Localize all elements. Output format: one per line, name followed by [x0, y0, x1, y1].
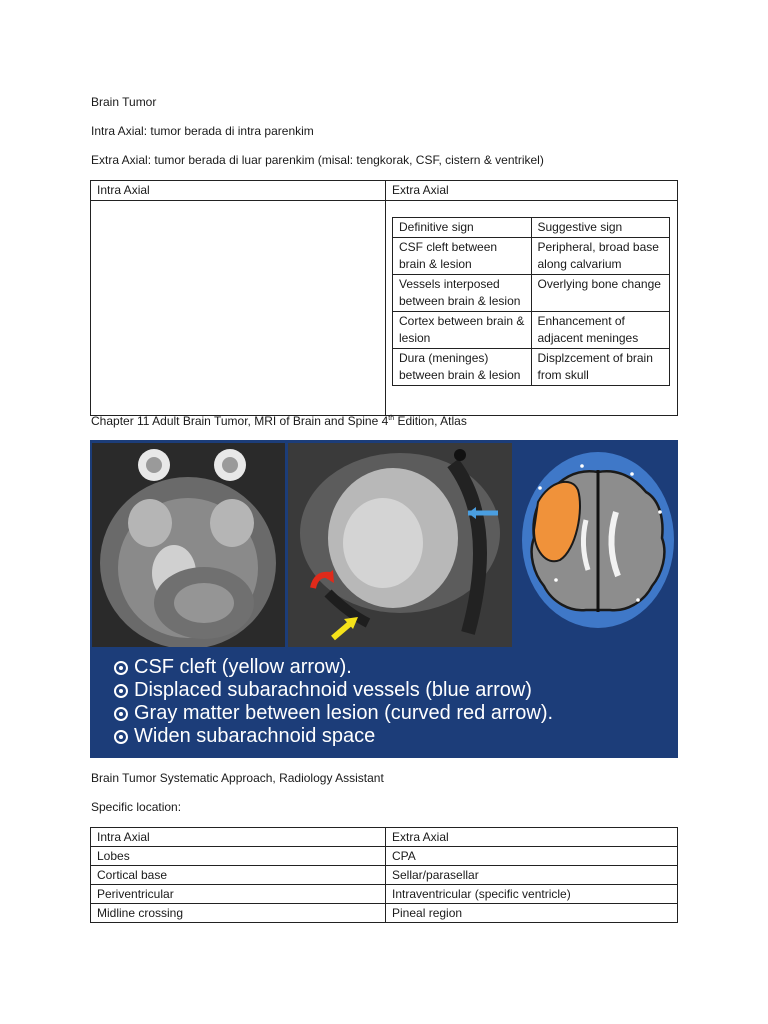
citation-text: Chapter 11 Adult Brain Tumor, MRI of Brain and Spine 4	[91, 414, 389, 428]
doc-heading: Brain Tumor	[91, 95, 157, 109]
bullet-icon	[114, 684, 128, 698]
table1-intra-cell	[91, 201, 386, 416]
table-cell: Midline crossing	[91, 904, 386, 923]
table-cell: Lobes	[91, 847, 386, 866]
table2-header-extra: Extra Axial	[386, 828, 678, 847]
axial-comparison-table	[90, 180, 678, 416]
table-row	[91, 904, 678, 923]
bullet-icon	[114, 730, 128, 744]
caption-text: Widen subarachnoid space	[134, 725, 376, 747]
definitive-sign-header: Definitive sign	[393, 218, 532, 238]
table-cell: Pineal region	[386, 904, 678, 923]
caption-text: Gray matter between lesion (curved red arrow).	[134, 702, 554, 724]
table-row	[91, 866, 678, 885]
extra-axial-signs-table	[392, 217, 670, 386]
table1-header-extra: Extra Axial	[386, 181, 678, 201]
figure-captions	[114, 656, 553, 748]
sign-cell: Displzcement of brain from skull	[531, 349, 670, 386]
table-cell: Sellar/parasellar	[386, 866, 678, 885]
table-cell: Cortical base	[91, 866, 386, 885]
caption-text: CSF cleft (yellow arrow).	[134, 656, 352, 678]
sign-cell: Peripheral, broad base along calvarium	[531, 238, 670, 275]
table-cell: Intraventricular (specific ventricle)	[386, 885, 678, 904]
intra-axial-definition: Intra Axial: tumor berada di intra parenkim	[91, 124, 314, 138]
sign-cell: CSF cleft between brain & lesion	[393, 238, 532, 275]
specific-location-table	[90, 827, 678, 923]
sign-cell: Cortex between brain & lesion	[393, 312, 532, 349]
caption-item	[114, 725, 553, 748]
table-cell: Periventricular	[91, 885, 386, 904]
table2-header-intra: Intra Axial	[91, 828, 386, 847]
table-cell: CPA	[386, 847, 678, 866]
table-row	[91, 847, 678, 866]
specific-location-label: Specific location:	[91, 800, 182, 814]
caption-item	[114, 702, 553, 725]
table-row	[91, 885, 678, 904]
caption-item	[114, 656, 553, 679]
caption-text: Displaced subarachnoid vessels (blue arrow)	[134, 679, 532, 701]
citation-text-end: Edition, Atlas	[394, 414, 467, 428]
citation-superscript: th	[388, 415, 395, 422]
sign-cell: Enhancement of adjacent meninges	[531, 312, 670, 349]
bullet-icon	[114, 707, 128, 721]
caption-item	[114, 679, 553, 702]
suggestive-sign-header: Suggestive sign	[531, 218, 670, 238]
sign-cell: Overlying bone change	[531, 275, 670, 312]
mri-axial-t2-image	[92, 443, 285, 647]
table1-header-intra: Intra Axial	[91, 181, 386, 201]
extra-axial-brain-diagram	[520, 450, 675, 630]
table1-extra-cell	[386, 201, 678, 416]
mri-zoomed-lesion-image	[288, 443, 512, 647]
source-citation-atlas	[91, 414, 467, 428]
extra-axial-definition: Extra Axial: tumor berada di luar parenkim (misal: tengkorak, CSF, cistern & ventrikel)	[91, 153, 544, 167]
sign-cell: Dura (meninges) between brain & lesion	[393, 349, 532, 386]
sign-cell: Vessels interposed between brain & lesion	[393, 275, 532, 312]
bullet-icon	[114, 661, 128, 675]
extra-axial-signs-figure	[90, 440, 678, 758]
source-citation-radiology: Brain Tumor Systematic Approach, Radiology Assistant	[91, 771, 384, 785]
